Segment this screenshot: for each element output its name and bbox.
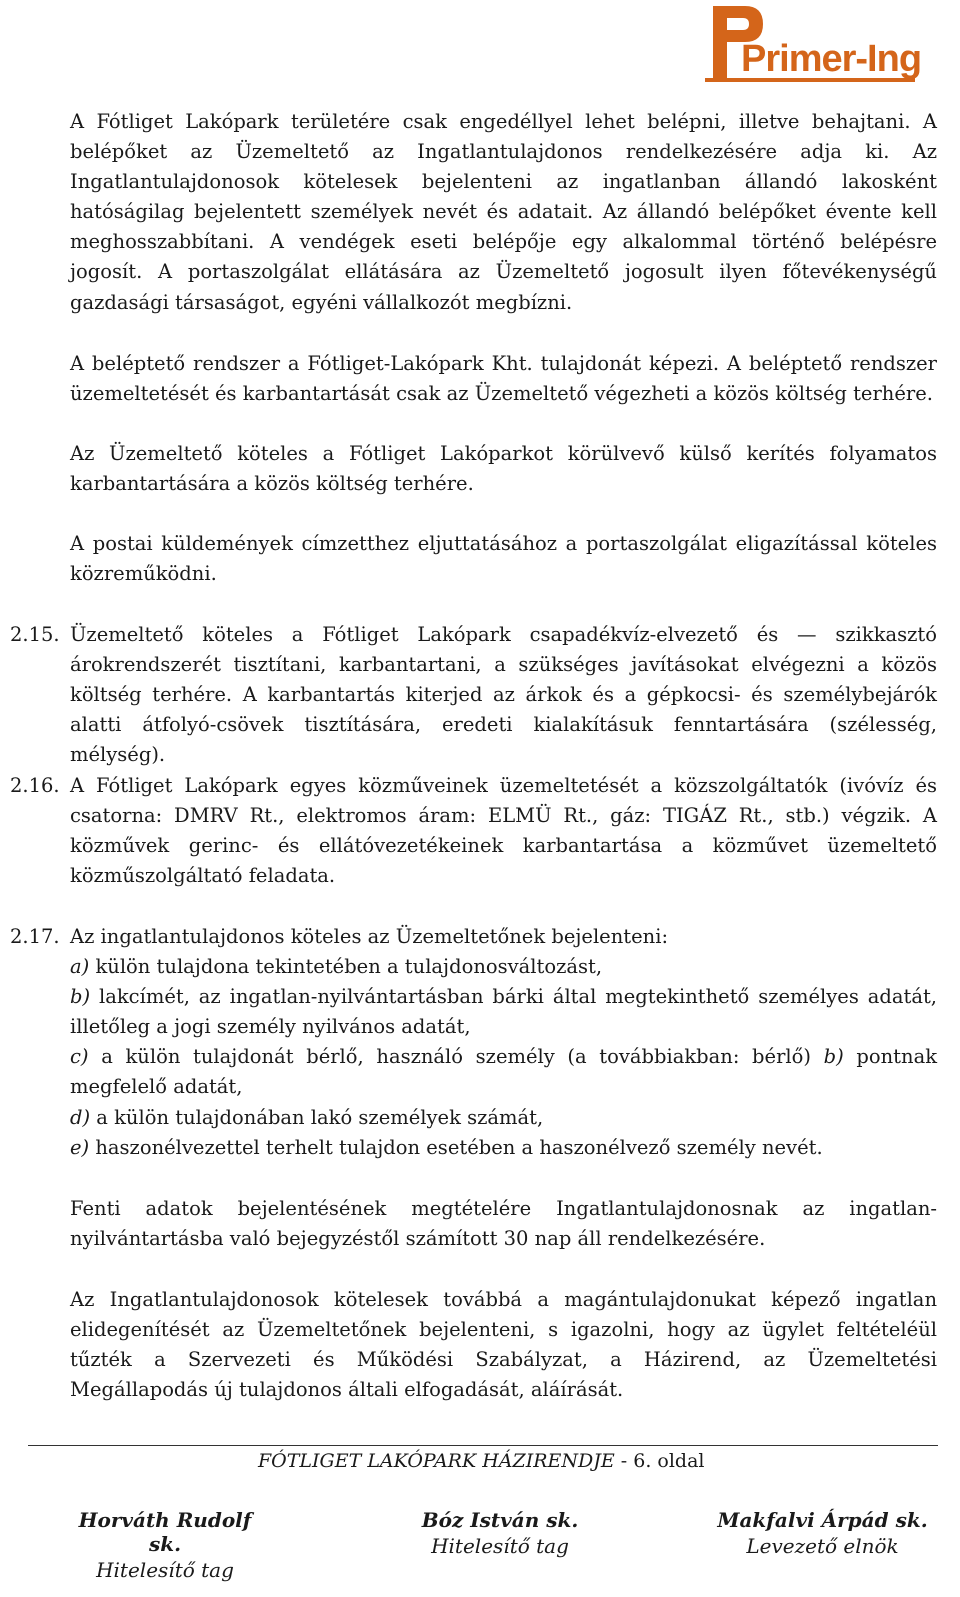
section-2-17-list [70, 922, 937, 1163]
footer-divider [28, 1445, 938, 1446]
item-text: a külön tulajdonában lakó személyek számát, [96, 1105, 544, 1129]
signatory-name: Horváth Rudolf sk. [78, 1508, 252, 1556]
company-logo [705, 2, 945, 92]
signature-block [60, 1508, 270, 1582]
signatory-name: Makfalvi Árpád sk. [717, 1508, 928, 1532]
logo-wordmark: Primer-Ing [741, 38, 922, 80]
item-letter: d) [70, 1105, 91, 1129]
item-text: lakcímét, az ingatlan-nyilvántartásban bárki által megtekinthető személyes adatát, illetőleg a jogi személy nyilvános adatát, [70, 985, 937, 1039]
signatory-role: Hitelesítő tag [431, 1534, 569, 1558]
section-number-2-16: 2.16. [10, 774, 60, 797]
item-ref: b) [823, 1045, 844, 1069]
item-text: haszonélvezettel terhelt tulajdon esetében a haszonélvező személy nevét. [95, 1135, 823, 1159]
section-2-16-text: A Fótliget Lakópark egyes közműveinek üzemeltetését a közszolgáltatók (ivóvíz és csatorna: DMRV Rt., elektromos áram: ELMÜ Rt., gáz: TIGÁZ Rt., stb.) végzik. A közművek gerinc- és ellátóvezetékeinek karbantartása a közművet üzemeltető közműszolgáltató feladata. [70, 774, 937, 888]
list-item [70, 1103, 937, 1133]
signatory-name: Bóz István sk. [421, 1508, 579, 1532]
item-text: a külön tulajdonát bérlő, használó személy (a továbbiakban: bérlő) [101, 1045, 811, 1069]
section-2-17-deadline: Fenti adatok bejelentésének megtételére Ingatlantulajdonosnak az ingatlan-nyilvántartásba való bejegyzéstől számított 30 nap áll rendelkezésére. [70, 1197, 937, 1251]
section-2-17-transfer: Az Ingatlantulajdonosok kötelesek továbbá a magántulajdonukat képező ingatlan elidegenítését az Üzemeltetőnek bejelenteni, s igazolni, hogy az ügylet feltételéül tűzték a Szervezeti és Működési Szabályzat, a Házirend, az Üzemeltetési Megállapodás új tulajdonos általi elfogadását, aláírását. [70, 1288, 937, 1402]
item-letter: a) [70, 955, 90, 979]
paragraph-entry-rules: A Fótliget Lakópark területére csak engedéllyel lehet belépni, illetve behajtani. A belépőket az Üzemeltető az Ingatlantulajdonos rendelkezésére adja ki. Az Ingatlantulajdonosok kötelesek bejelenteni az ingatlanban állandó lakosként hatóságilag bejelentett személyek nevét és adatait. Az állandó belépőket évente kell meghosszabbítani. A vendégek eseti belépője egy alkalommal történő belépésre jogosít. A portaszolgálat ellátására az Üzemeltető jogosult ilyen főtevékenységű gazdasági társaságot, egyéni vállalkozót megbízni. [70, 110, 937, 314]
signature-block [715, 1508, 930, 1558]
section-2-17-intro: Az ingatlantulajdonos köteles az Üzemeltetőnek bejelenteni: [70, 925, 669, 948]
list-item [70, 1133, 937, 1163]
document-title: FÓTLIGET LAKÓPARK HÁZIRENDJE [258, 1450, 615, 1472]
footer-title [258, 1450, 705, 1472]
item-letter: c) [70, 1045, 89, 1069]
section-2-15-text: Üzemeltető köteles a Fótliget Lakópark csapadékvíz-elvezető és — szikkasztó árokrendszerét tisztítani, karbantartani, a szükséges javításokat elvégezni a közös költség terhére. A karbantartás kiterjed az árkok és a gépkocsi- és személybejárók alatti átfolyó-csövek tisztítására, eredeti kialakításuk fenntartására (szélesség, mélység). [70, 623, 937, 767]
item-letter: e) [70, 1135, 90, 1159]
signatory-role: Levezető elnök [746, 1534, 899, 1558]
page-number: - 6. oldal [620, 1450, 705, 1472]
paragraph-fence: Az Üzemeltető köteles a Fótliget Lakóparkot körülvevő külső kerítés folyamatos karbantartására a közös költség terhére. [70, 442, 937, 496]
list-item [70, 1042, 937, 1102]
signature-block [400, 1508, 600, 1558]
list-item [70, 952, 937, 982]
paragraph-access-system: A beléptető rendszer a Fótliget-Lakópark Kht. tulajdonát képezi. A beléptető rendszer üzemeltetését és karbantartását csak az Üzemeltető végezheti a közös költség terhére. [70, 352, 937, 406]
section-number-2-15: 2.15. [10, 623, 60, 646]
item-text-tail: pontnak megfelelő adatát, [70, 1045, 938, 1099]
section-number-2-17: 2.17. [10, 925, 60, 948]
paragraph-mail: A postai küldemények címzetthez eljuttatásához a portaszolgálat eligazítással köteles közreműködni. [70, 532, 937, 586]
list-item [70, 982, 937, 1042]
signatory-role: Hitelesítő tag [96, 1558, 234, 1582]
item-letter: b) [70, 985, 91, 1009]
item-text: külön tulajdona tekintetében a tulajdonosváltozást, [95, 955, 603, 979]
